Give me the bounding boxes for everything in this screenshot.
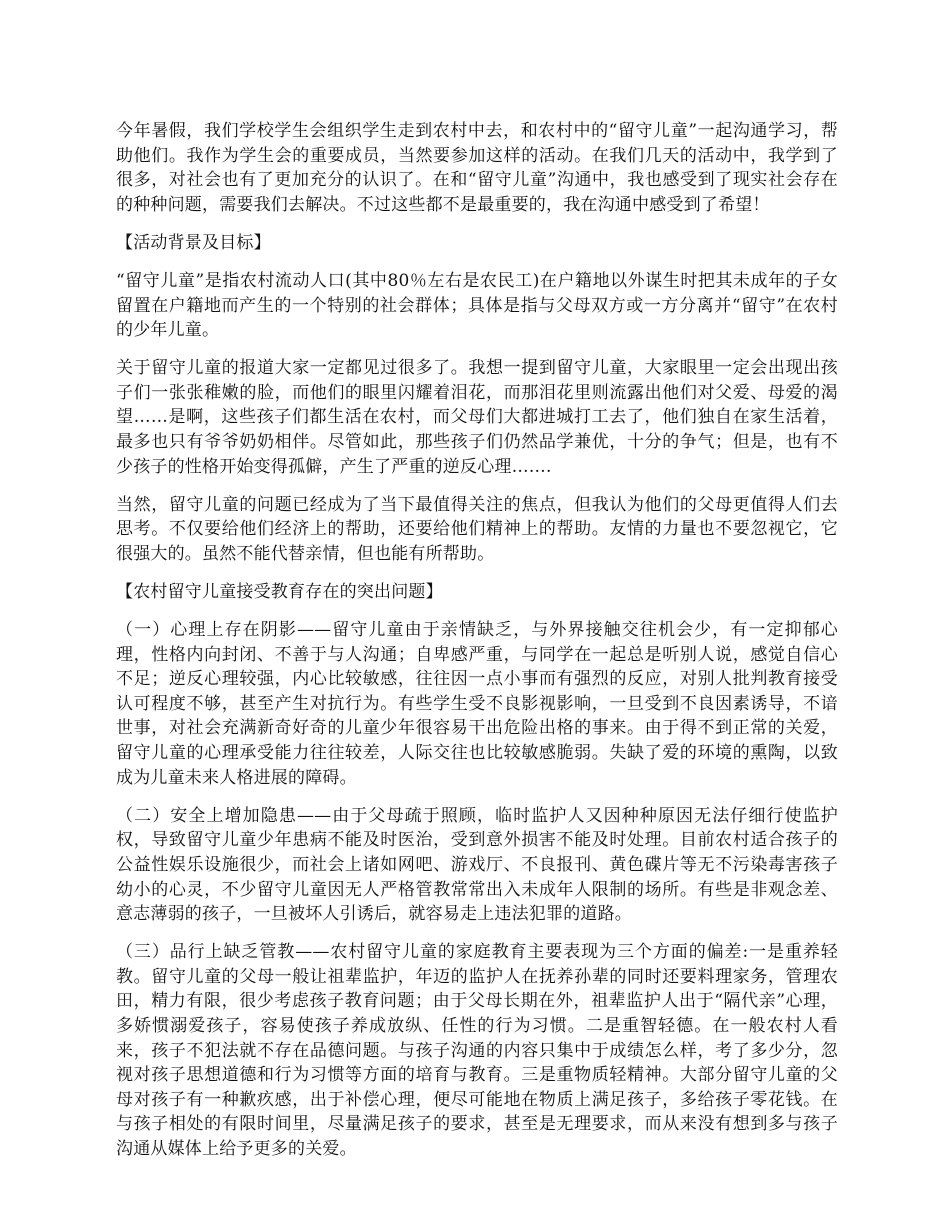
paragraph-problem-2: （二）安全上增加隐患——由于父母疏于照顾，临时监护人又因种种原因无法仔细行使监护权，导致留守儿童少年患病不能及时医治，受到意外损害不能及时处理。目前农村适合孩子的公益性娱乐设施很少，而社会上诸如网吧、游戏厅、不良报刊、黄色碟片等无不污染毒害孩子幼小的心灵，不少留守儿童因无人严格管教常常出入未成年人限制的场所。有些是非观念差、意志薄弱的孩子，一旦被坏人引诱后，就容易走上违法犯罪的道路。 [116, 805, 838, 925]
paragraph-reports: 关于留守儿童的报道大家一定都见过很多了。我想一提到留守儿童，大家眼里一定会出现出孩子们一张张稚嫩的脸，而他们的眼里闪耀着泪花，而那泪花里则流露出他们对父爱、母爱的渴望……是啊，这些孩子们都生活在农村，而父母们大都进城打工去了，他们独自在家生活着，最多也只有爷爷奶奶相伴。尽管如此，那些孩子们仍然品学兼优，十分的争气；但是，也有不少孩子的性格开始变得孤僻，产生了严重的逆反心理……. [116, 358, 838, 477]
section-heading-problems: 【农村留守儿童接受教育存在的突出问题】 [116, 582, 443, 602]
section-heading-background: 【活动背景及目标】 [116, 232, 271, 253]
paragraph-problem-3: （三）品行上缺乏管教——农村留守儿童的家庭教育主要表现为三个方面的偏差:一是重养轻教。留守儿童的父母一般让祖辈监护，年迈的监护人在抚养孙辈的同时还要料理家务，管理农田，精力有限，很少考虑孩子教育问题；由于父母长期在外，祖辈监护人出于“隔代亲”心理，多娇惯溺爱孩子，容易使孩子养成放纵、任性的行为习惯。二是重智轻德。在一般农村人看来，孩子不犯法就不存在品德问题。与孩子沟通的内容只集中于成绩怎么样，考了多少分，忽视对孩子思想道德和行为习惯等方面的培育与教育。三是重物质轻精神。大部分留守儿童的父母对孩子有一种歉疚感，出于补偿心理，便尽可能地在物质上满足孩子，多给孩子零花钱。在与孩子相处的有限时间里，尽量满足孩子的要求，甚至是无理要求，而从来没有想到多与孩子沟通从媒体上给予更多的关爱。 [116, 942, 838, 1159]
paragraph-focus: 当然，留守儿童的问题已经成为了当下最值得关注的焦点，但我认为他们的父母更值得人们去思考。不仅要给他们经济上的帮助，还要给他们精神上的帮助。友情的力量也不要忽视它，它很强大的。虽然不能代替亲情，但也能有所帮助。 [116, 494, 838, 564]
paragraph-intro: 今年暑假，我们学校学生会组织学生走到农村中去，和农村中的“留守儿童”一起沟通学习，帮助他们。我作为学生会的重要成员，当然要参加这样的活动。在我们几天的活动中，我学到了很多，对社会也有了更加充分的认识了。在和“留守儿童”沟通中，我也感受到了现实社会存在的种种问题，需要我们去解决。不过这些都不是最重要的，我在沟通中感受到了希望！ [116, 121, 838, 215]
document-body [116, 119, 838, 1175]
paragraph-problem-1: （一）心理上存在阴影——留守儿童由于亲情缺乏，与外界接触交往机会少，有一定抑郁心理，性格内向封闭、不善于与人沟通；自卑感严重，与同学在一起总是听别人说，感觉自信心不足；逆反心理较强，内心比较敏感，往往因一点小事而有强烈的反应，对别人批判教育接受认可程度不够，甚至产生对抗行为。有些学生受不良影视影响，一旦受到不良因素诱导，不谙世事，对社会充满新奇好奇的儿童少年很容易干出危险出格的事来。由于得不到正常的关爱，留守儿童的心理承受能力往往较差，人际交往也比较敏感脆弱。失缺了爱的环境的熏陶，以致成为儿童未来人格进展的障碍。 [116, 620, 838, 788]
paragraph-definition: “留守儿童”是指农村流动人口(其中80％左右是农民工)在户籍地以外谋生时把其未成年的子女留置在户籍地而产生的一个特别的社会群体；具体是指与父母双方或一方分离并“留守”在农村的少年儿童。 [116, 270, 838, 341]
